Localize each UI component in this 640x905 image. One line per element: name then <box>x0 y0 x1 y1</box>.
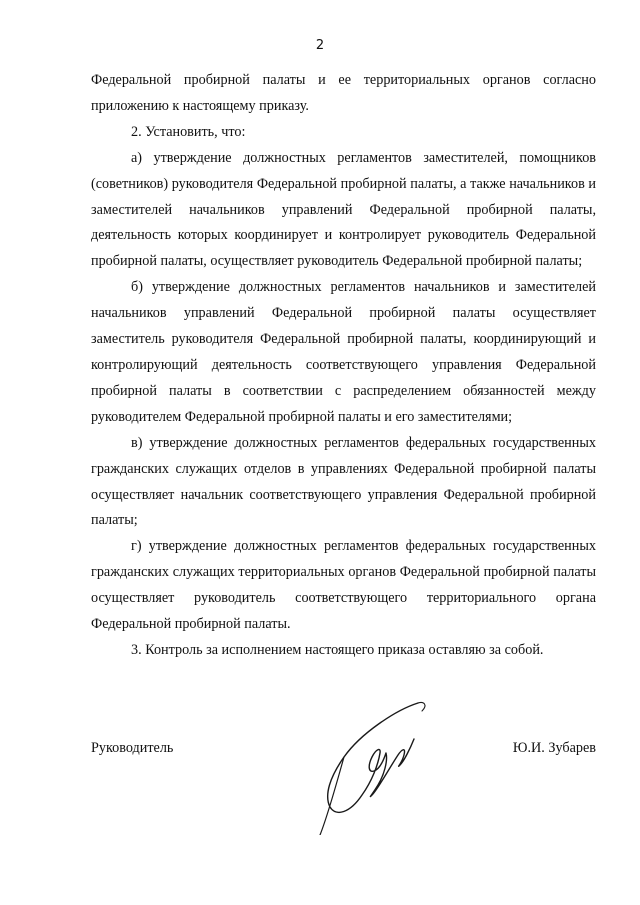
paragraph-subitem-b: б) утверждение должностных регламентов начальников и заместителей начальников управлений Федеральной пробирной палаты осуществляет заместитель руководителя Федеральной пробирной палаты, координирующий и контролирующий деятельность соответствующего управления Федеральной пробирной палаты в соответствии с распределением обязанностей между руководителем Федеральной пробирной палаты и его заместителями; <box>91 279 596 425</box>
paragraph-item-2: 2. Установить, что: <box>131 123 246 140</box>
paragraph-continuation: Федеральной пробирной палаты и ее территориальных органов согласно приложению к настоящему приказу. <box>91 72 596 114</box>
paragraph-subitem-a: а) утверждение должностных регламентов заместителей, помощников (советников) руководителя Федеральной пробирной палаты, а также начальников и заместителей начальников управлений Федеральной пробирной палаты, деятельность которых координирует и контролирует руководитель Федеральной пробирной палаты, осуществляет руководитель Федеральной пробирной палаты; <box>91 149 596 270</box>
signature-block <box>91 740 596 850</box>
paragraph-subitem-v: в) утверждение должностных регламентов федеральных государственных гражданских служащих отделов в управлениях Федеральной пробирной палаты осуществляет начальник соответствующего управления Федеральной пробирной палаты; <box>91 434 596 529</box>
signatory-title: Руководитель <box>91 740 174 756</box>
document-body <box>91 68 596 664</box>
signatory-name: Ю.И. Зубарев <box>512 740 596 756</box>
page-number: 2 <box>315 38 325 53</box>
handwritten-signature <box>306 695 446 835</box>
paragraph-subitem-g: г) утверждение должностных регламентов федеральных государственных гражданских служащих территориальных органов Федеральной пробирной палаты осуществляет руководитель соответствующего территориального органа Федеральной пробирной палаты. <box>91 538 596 633</box>
paragraph-item-3: 3. Контроль за исполнением настоящего приказа оставляю за собой. <box>131 641 544 658</box>
